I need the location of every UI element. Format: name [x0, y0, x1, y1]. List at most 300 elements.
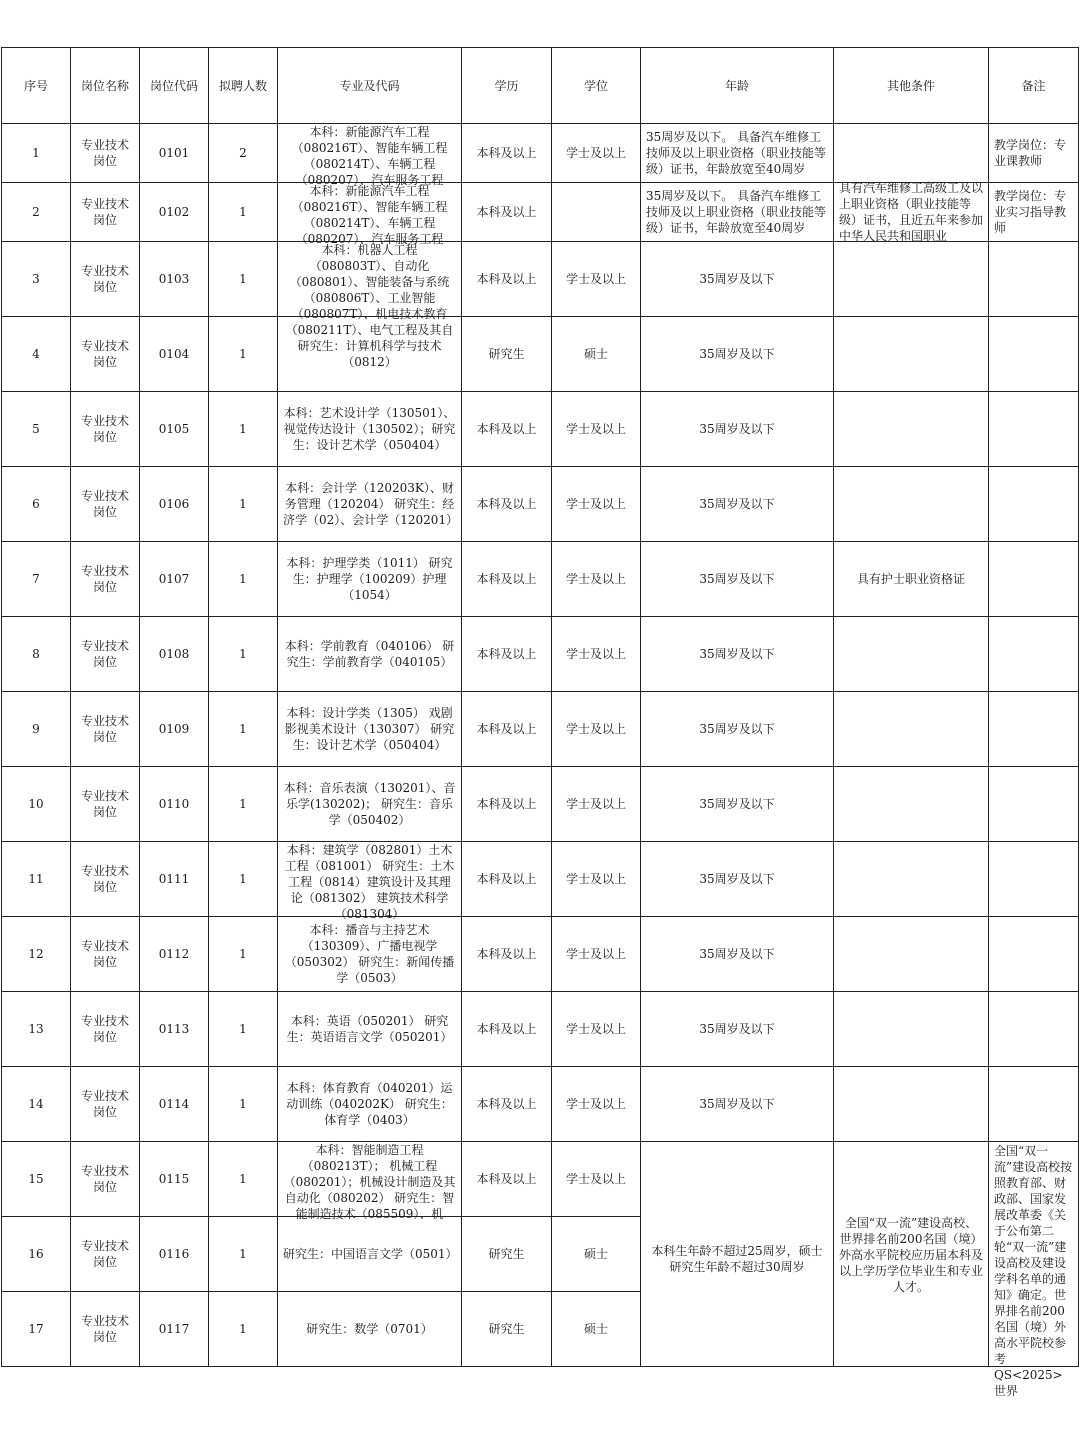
count-cell-text: 1	[239, 1097, 247, 1111]
seq-cell	[2, 124, 71, 183]
post-code-cell-text: 0104	[158, 347, 190, 361]
other-conditions-cell	[834, 992, 989, 1067]
count-cell	[209, 317, 278, 392]
table-row	[2, 183, 1079, 242]
other-conditions-cell-text	[836, 842, 986, 916]
age-cell	[641, 692, 834, 767]
remarks-cell	[989, 242, 1079, 317]
degree-cell	[552, 992, 641, 1067]
other-conditions-cell-text	[836, 124, 986, 182]
post-code-cell	[140, 842, 209, 917]
other-conditions-cell	[834, 242, 989, 317]
education-cell	[462, 183, 552, 242]
other-conditions-cell-text	[836, 992, 986, 1066]
age-cell	[641, 917, 834, 992]
seq-cell	[2, 917, 71, 992]
remarks-cell-text	[991, 467, 1076, 541]
post-name-cell-text: 专业技术岗位	[80, 1089, 129, 1119]
table-row	[2, 242, 1079, 317]
seq-cell-text: 5	[32, 422, 40, 436]
post-name-cell-text: 专业技术岗位	[80, 489, 129, 519]
count-cell	[209, 183, 278, 242]
education-cell-text: 本科及以上	[476, 797, 537, 811]
age-cell	[641, 767, 834, 842]
count-cell	[209, 617, 278, 692]
count-cell	[209, 1067, 278, 1142]
count-cell	[209, 692, 278, 767]
table-row	[2, 992, 1079, 1067]
count-cell-text: 1	[239, 1022, 247, 1036]
age-cell-text: 35周岁及以下	[699, 947, 775, 961]
education-cell-text: 本科及以上	[476, 1097, 537, 1111]
post-code-cell-text: 0114	[158, 1097, 190, 1111]
recruitment-table	[1, 47, 1079, 1398]
remarks-cell-text	[991, 317, 1076, 391]
education-cell	[462, 1142, 552, 1217]
post-name-cell	[71, 467, 140, 542]
remarks-cell-text	[991, 842, 1076, 916]
post-code-cell-text: 0110	[158, 797, 190, 811]
table-row	[2, 317, 1079, 392]
post-name-cell-text: 专业技术岗位	[80, 1239, 129, 1269]
major-cell	[278, 124, 462, 187]
post-name-cell-text: 专业技术岗位	[80, 1314, 129, 1344]
degree-cell	[552, 1217, 641, 1292]
seq-cell	[2, 317, 71, 392]
count-cell-text: 1	[239, 422, 247, 436]
major-cell	[278, 1142, 462, 1221]
age-cell-text: 35周岁及以下	[699, 647, 775, 661]
post-code-cell-text: 0112	[158, 947, 190, 961]
remarks-cell	[989, 392, 1079, 467]
other-conditions-cell	[834, 692, 989, 767]
major-cell-text: 本科：设计学类（1305） 戏剧影视美术设计（130307） 研究生：设计艺术学（050404）	[284, 706, 455, 752]
count-cell	[209, 542, 278, 617]
age-cell-text: 35周岁及以下。 具备汽车维修工技师及以上职业资格（职业技能等级）证书，年龄放宽至40周岁	[646, 189, 827, 235]
other-conditions-cell	[834, 183, 989, 242]
post-code-cell-text: 0117	[158, 1322, 190, 1336]
other-conditions-cell-text: 具有汽车维修工高级工及以上职业资格（职业技能等级）证书，且近五年来参加中华人民共和国职业	[839, 181, 984, 243]
degree-cell	[552, 183, 641, 242]
seq-cell	[2, 1217, 71, 1292]
count-cell-text: 1	[239, 947, 247, 961]
remarks-cell-text	[991, 917, 1076, 991]
header-other-conditions: 其他条件	[834, 48, 989, 124]
major-cell	[278, 183, 462, 246]
degree-cell-text	[554, 183, 638, 241]
education-cell-text: 本科及以上	[476, 422, 537, 436]
education-cell	[462, 1067, 552, 1142]
seq-cell-text: 4	[32, 347, 40, 361]
education-cell	[462, 617, 552, 692]
seq-cell-text: 17	[28, 1322, 44, 1336]
post-code-cell	[140, 692, 209, 767]
other-conditions-cell-text	[836, 617, 986, 691]
education-cell-text: 本科及以上	[476, 572, 537, 586]
post-code-cell-text: 0111	[158, 872, 190, 886]
seq-cell	[2, 1292, 71, 1367]
education-cell-text: 本科及以上	[476, 872, 537, 886]
remarks-cell-text	[991, 767, 1076, 841]
major-cell-text: 本科：智能制造工程（080213T）； 机械工程（080201）；机械设计制造及其自动化（080202） 研究生：智能制造技术（085509）、机	[283, 1143, 456, 1221]
age-cell-text: 35周岁及以下	[699, 1022, 775, 1036]
count-cell-text: 1	[239, 347, 247, 361]
post-name-cell	[71, 1067, 140, 1142]
age-cell	[641, 183, 834, 242]
major-cell-text: 本科：音乐表演（130201）、音乐学(130202)； 研究生：音乐学（050402）	[283, 781, 456, 827]
education-cell	[462, 692, 552, 767]
age-cell-text: 35周岁及以下	[699, 722, 775, 736]
degree-cell-text: 学士及以上	[565, 872, 626, 886]
count-cell-text: 1	[239, 205, 247, 219]
education-cell-text: 研究生	[488, 1322, 525, 1336]
post-code-cell	[140, 1292, 209, 1367]
count-cell-text: 1	[239, 872, 247, 886]
major-cell-text: 本科：护理学类（1011） 研究生：护理学（100209）护理（1054）	[286, 556, 453, 602]
seq-cell-text: 9	[32, 722, 40, 736]
education-cell	[462, 392, 552, 467]
age-cell-text: 35周岁及以下。 具备汽车维修工技师及以上职业资格（职业技能等级）证书，年龄放宽至40周岁	[646, 130, 827, 176]
education-cell	[462, 767, 552, 842]
age-cell	[641, 242, 834, 317]
age-cell	[641, 317, 834, 392]
table-row	[2, 692, 1079, 767]
count-cell-text: 1	[239, 797, 247, 811]
post-code-cell	[140, 1067, 209, 1142]
table-row	[2, 467, 1079, 542]
major-cell-text: 本科：体育教育（040201）运动训练（040202K） 研究生：体育学（0403）	[286, 1081, 453, 1127]
other-conditions-cell-text	[836, 1067, 986, 1141]
post-code-cell-text: 0108	[158, 647, 190, 661]
degree-cell-text: 硕士	[583, 1247, 608, 1261]
seq-cell-text: 3	[32, 272, 40, 286]
seq-cell	[2, 767, 71, 842]
major-cell-text: 本科：新能源汽车工程（080216T）、智能车辆工程（080214T）、车辆工程（080207）、汽车服务工程	[291, 125, 448, 187]
post-name-cell	[71, 992, 140, 1067]
degree-cell	[552, 392, 641, 467]
degree-cell	[552, 1292, 641, 1367]
seq-cell-text: 10	[28, 797, 44, 811]
other-conditions-cell	[834, 317, 989, 392]
post-code-cell	[140, 467, 209, 542]
other-conditions-cell	[834, 917, 989, 992]
other-conditions-cell	[834, 767, 989, 842]
other-conditions-cell	[834, 1067, 989, 1142]
remarks-cell-text: 教学岗位：专业课教师	[994, 138, 1067, 168]
seq-cell-text: 16	[28, 1247, 44, 1261]
other-conditions-cell-text	[836, 392, 986, 466]
post-code-cell	[140, 242, 209, 317]
major-cell-text: 本科：播音与主持艺术（130309）、广播电视学（050302） 研究生：新闻传播学（0503）	[284, 923, 455, 985]
other-conditions-cell-text	[836, 917, 986, 991]
remarks-cell-text	[991, 242, 1076, 316]
count-cell	[209, 842, 278, 917]
degree-cell	[552, 124, 641, 183]
table-row	[2, 542, 1079, 617]
other-conditions-cell	[834, 617, 989, 692]
seq-cell	[2, 842, 71, 917]
age-cell-text: 35周岁及以下	[699, 347, 775, 361]
major-cell-text: 研究生：计算机科学与技术（0812）	[297, 339, 442, 369]
major-cell-text: 本科：新能源汽车工程（080216T）、智能车辆工程（080214T）、车辆工程（080207）、汽车服务工程	[291, 184, 448, 246]
count-cell-text: 1	[239, 572, 247, 586]
age-cell	[641, 617, 834, 692]
count-cell	[209, 124, 278, 183]
other-conditions-cell-merged-text: 全国“双一流”建设高校、世界排名前200名国（境）外高水平院校应历届本科及以上学历学位毕业生和专业人才。	[839, 1216, 984, 1294]
remarks-cell	[989, 617, 1079, 692]
post-code-cell	[140, 617, 209, 692]
education-cell	[462, 917, 552, 992]
remarks-cell	[989, 842, 1079, 917]
degree-cell-text: 学士及以上	[565, 272, 626, 286]
education-cell-text: 本科及以上	[476, 497, 537, 511]
degree-cell-text: 学士及以上	[565, 572, 626, 586]
post-name-cell	[71, 1142, 140, 1217]
remarks-cell-merged-text: 全国“双一流”建设高校按照教育部、财政部、国家发展改革委《关于公布第二轮“双一流”建设高校及建设学科名单的通知》确定。世界排名前200名国（境）外高水平院校参考QS<2025>世界	[994, 1144, 1073, 1398]
education-cell	[462, 317, 552, 392]
seq-cell	[2, 183, 71, 242]
header-seq: 序号	[2, 48, 71, 124]
degree-cell-text: 学士及以上	[565, 1097, 626, 1111]
age-cell	[641, 842, 834, 917]
post-code-cell	[140, 317, 209, 392]
remarks-cell-text	[991, 542, 1076, 616]
degree-cell-text: 学士及以上	[565, 722, 626, 736]
education-cell-text: 本科及以上	[476, 1022, 537, 1036]
seq-cell-text: 8	[32, 647, 40, 661]
post-name-cell	[71, 542, 140, 617]
degree-cell	[552, 692, 641, 767]
post-code-cell	[140, 542, 209, 617]
post-name-cell-text: 专业技术岗位	[80, 939, 129, 969]
age-cell-merged	[641, 1142, 834, 1367]
seq-cell	[2, 1142, 71, 1217]
education-cell	[462, 242, 552, 317]
post-name-cell	[71, 1292, 140, 1367]
post-name-cell	[71, 392, 140, 467]
seq-cell	[2, 542, 71, 617]
post-code-cell	[140, 392, 209, 467]
education-cell	[462, 992, 552, 1067]
seq-cell-text: 7	[32, 572, 40, 586]
post-name-cell	[71, 183, 140, 242]
count-cell-text: 1	[239, 272, 247, 286]
remarks-cell	[989, 917, 1079, 992]
major-cell-text: 本科：建筑学（082801）土木工程（081001） 研究生：土木工程（0814）建筑设计及其理论（081302） 建筑技术科学（081304）	[284, 843, 455, 921]
table-row	[2, 1067, 1079, 1142]
major-cell	[278, 542, 462, 617]
remarks-cell	[989, 1067, 1079, 1142]
header-remarks: 备注	[989, 48, 1079, 124]
count-cell-text: 1	[239, 722, 247, 736]
education-cell-text: 本科及以上	[476, 1172, 537, 1186]
post-name-cell-text: 专业技术岗位	[80, 414, 129, 444]
other-conditions-cell	[834, 392, 989, 467]
header-post-name: 岗位名称	[71, 48, 140, 124]
degree-cell-text: 学士及以上	[565, 797, 626, 811]
remarks-cell	[989, 692, 1079, 767]
degree-cell-text: 学士及以上	[565, 1022, 626, 1036]
post-name-cell	[71, 842, 140, 917]
post-name-cell	[71, 242, 140, 317]
seq-cell-text: 13	[28, 1022, 44, 1036]
education-cell-text: 本科及以上	[476, 647, 537, 661]
education-cell	[462, 124, 552, 183]
major-cell	[278, 1217, 462, 1292]
other-conditions-cell-merged	[834, 1142, 989, 1367]
remarks-cell-text: 教学岗位：专业实习指导教师	[994, 189, 1067, 235]
count-cell-text: 2	[239, 146, 247, 160]
header-count: 拟聘人数	[209, 48, 278, 124]
post-name-cell-text: 专业技术岗位	[80, 264, 129, 294]
age-cell-text: 35周岁及以下	[699, 797, 775, 811]
post-code-cell	[140, 1142, 209, 1217]
post-name-cell	[71, 617, 140, 692]
age-cell	[641, 124, 834, 183]
major-cell	[278, 392, 462, 467]
seq-cell-text: 12	[28, 947, 44, 961]
table-row	[2, 617, 1079, 692]
count-cell	[209, 767, 278, 842]
remarks-cell-text	[991, 692, 1076, 766]
degree-cell	[552, 1142, 641, 1217]
other-conditions-cell	[834, 842, 989, 917]
remarks-cell	[989, 317, 1079, 392]
count-cell	[209, 1292, 278, 1367]
post-code-cell-text: 0109	[158, 722, 190, 736]
remarks-cell	[989, 542, 1079, 617]
education-cell-text: 本科及以上	[476, 205, 537, 219]
remarks-cell-text	[991, 1067, 1076, 1141]
post-code-cell	[140, 992, 209, 1067]
education-cell-text: 本科及以上	[476, 947, 537, 961]
table-row	[2, 124, 1079, 183]
major-cell-text: 本科：会计学（120203K）、财务管理（120204） 研究生：经济学（02）、会计学（120201）	[283, 481, 459, 527]
count-cell-text: 1	[239, 647, 247, 661]
remarks-cell	[989, 767, 1079, 842]
header-age: 年龄	[641, 48, 834, 124]
major-cell	[278, 1292, 462, 1367]
post-name-cell-text: 专业技术岗位	[80, 564, 129, 594]
post-code-cell-text: 0115	[158, 1172, 190, 1186]
remarks-cell-text	[991, 392, 1076, 466]
age-cell-text: 35周岁及以下	[699, 572, 775, 586]
count-cell	[209, 1217, 278, 1292]
count-cell	[209, 467, 278, 542]
table-row	[2, 917, 1079, 992]
major-cell-text: 研究生：数学（0701）	[306, 1322, 433, 1336]
seq-cell-text: 15	[28, 1172, 44, 1186]
count-cell-text: 1	[239, 1247, 247, 1261]
count-cell	[209, 242, 278, 317]
seq-cell-text: 2	[32, 205, 40, 219]
seq-cell-text: 6	[32, 497, 40, 511]
other-conditions-cell	[834, 542, 989, 617]
post-name-cell	[71, 124, 140, 183]
degree-cell	[552, 467, 641, 542]
major-cell-text: 本科：艺术设计学（130501）、视觉传达设计（130502）；研究生：设计艺术学（050404）	[283, 406, 456, 452]
other-conditions-cell	[834, 467, 989, 542]
major-cell	[278, 1067, 462, 1142]
other-conditions-cell-text	[836, 767, 986, 841]
age-cell-text: 35周岁及以下	[699, 272, 775, 286]
degree-cell	[552, 617, 641, 692]
post-name-cell	[71, 767, 140, 842]
post-code-cell-text: 0103	[158, 272, 190, 286]
header-education: 学历	[462, 48, 552, 124]
major-cell	[278, 242, 462, 337]
major-cell	[278, 467, 462, 542]
remarks-cell	[989, 124, 1079, 183]
post-name-cell	[71, 1217, 140, 1292]
major-cell	[278, 917, 462, 992]
post-name-cell-text: 专业技术岗位	[80, 864, 129, 894]
post-name-cell-text: 专业技术岗位	[80, 138, 129, 168]
degree-cell	[552, 842, 641, 917]
education-cell	[462, 467, 552, 542]
age-cell	[641, 467, 834, 542]
major-cell-text: 研究生：中国语言文学（0501）	[283, 1247, 458, 1261]
major-cell-text: 本科：机器人工程（080803T）、自动化（080801）、智能装备与系统（080806T）、工业智能（080807T）、机电技术教育（080211T）、电气工程及其自	[285, 243, 454, 337]
remarks-cell-merged	[989, 1142, 1079, 1398]
major-cell	[278, 767, 462, 842]
post-name-cell-text: 专业技术岗位	[80, 789, 129, 819]
post-code-cell	[140, 1217, 209, 1292]
degree-cell	[552, 542, 641, 617]
table-row	[2, 392, 1079, 467]
age-cell	[641, 992, 834, 1067]
education-cell	[462, 542, 552, 617]
degree-cell-text: 学士及以上	[565, 647, 626, 661]
degree-cell	[552, 1067, 641, 1142]
education-cell-text: 研究生	[488, 1247, 525, 1261]
post-name-cell	[71, 317, 140, 392]
degree-cell-text: 学士及以上	[565, 947, 626, 961]
other-conditions-cell-text	[836, 242, 986, 316]
post-code-cell-text: 0101	[158, 146, 190, 160]
post-code-cell-text: 0105	[158, 422, 190, 436]
post-name-cell-text: 专业技术岗位	[80, 1014, 129, 1044]
degree-cell-text: 学士及以上	[565, 422, 626, 436]
table-row	[2, 767, 1079, 842]
count-cell-text: 1	[239, 497, 247, 511]
education-cell	[462, 842, 552, 917]
degree-cell	[552, 767, 641, 842]
seq-cell-text: 11	[28, 872, 44, 886]
post-code-cell	[140, 124, 209, 183]
count-cell	[209, 992, 278, 1067]
education-cell	[462, 1217, 552, 1292]
post-code-cell-text: 0116	[158, 1247, 190, 1261]
post-code-cell	[140, 917, 209, 992]
remarks-cell	[989, 183, 1079, 242]
post-name-cell-text: 专业技术岗位	[80, 1164, 129, 1194]
count-cell	[209, 917, 278, 992]
degree-cell	[552, 317, 641, 392]
post-code-cell-text: 0106	[158, 497, 190, 511]
age-cell-text: 35周岁及以下	[699, 497, 775, 511]
post-name-cell-text: 专业技术岗位	[80, 714, 129, 744]
seq-cell	[2, 992, 71, 1067]
degree-cell	[552, 242, 641, 317]
age-cell-text: 35周岁及以下	[699, 872, 775, 886]
post-code-cell-text: 0102	[158, 205, 190, 219]
seq-cell-text: 14	[28, 1097, 44, 1111]
table-row	[2, 1142, 1079, 1217]
other-conditions-cell-text	[836, 317, 986, 391]
table-header	[2, 48, 1079, 124]
post-name-cell-text: 专业技术岗位	[80, 639, 129, 669]
